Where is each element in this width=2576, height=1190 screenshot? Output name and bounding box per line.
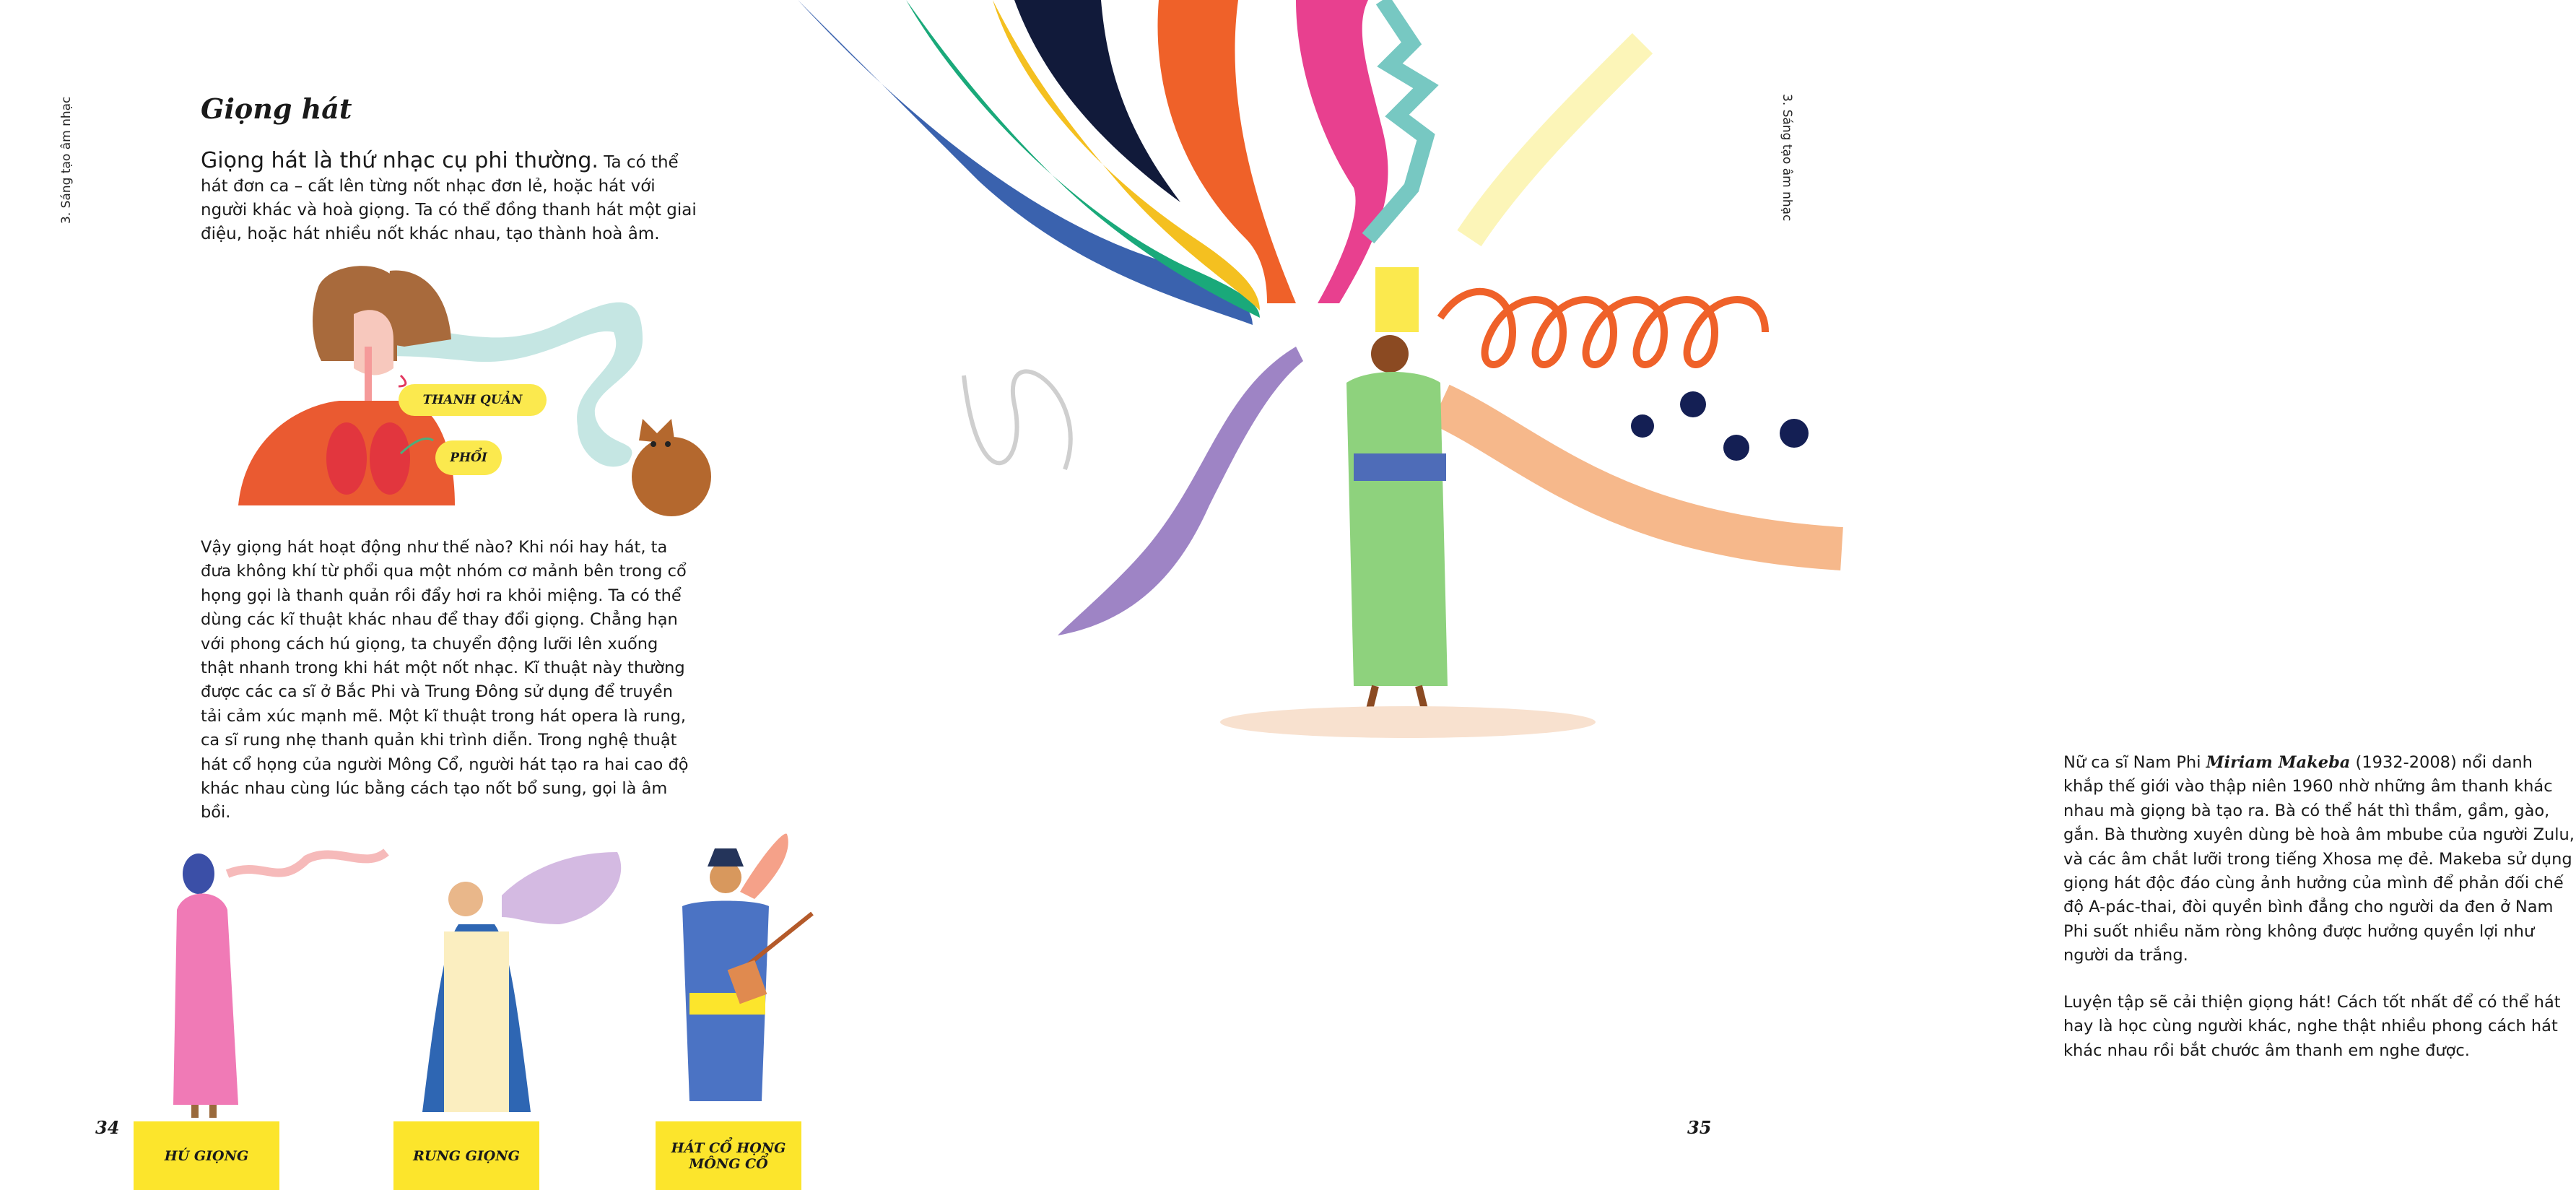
pedestal-vibrato: RUNG GIỌNG (393, 1121, 539, 1190)
makeba-name: Miriam Makeba (2206, 753, 2351, 772)
throat-singer-illustration (668, 827, 856, 1116)
chapter-label-left: 3. Sáng tạo âm nhạc (59, 96, 74, 224)
miriam-makeba-illustration (921, 0, 1842, 737)
vibrato-singer-illustration (415, 838, 632, 1119)
ululation-singer-illustration (155, 830, 393, 1119)
left-page (0, 0, 921, 1190)
chapter-label-right: 3. Sáng tạo âm nhạc (1780, 94, 1794, 222)
page-number-right: 35 (1687, 1117, 1712, 1138)
pedestal-ululation: HÚ GIỌNG (134, 1121, 279, 1190)
lead-rest: Ta có thể hát đơn ca – cất lên từng nốt nhạc đơn lẻ, hoặc hát với người khác và hoà giọng. Ta có thể đồng thanh hát một giai điệu, hoặc hát nhiều nốt khác nhau, tạo thành hoà âm. (201, 153, 697, 243)
para1-start: Nữ ca sĩ Nam Phi (2063, 753, 2206, 772)
lead-paragraph (201, 149, 706, 246)
body-paragraph: Vậy giọng hát hoạt động như thế nào? Khi nói hay hát, ta đưa không khí từ phổi qua một nhóm cơ mảnh bên trong cổ họng gọi là thanh quản rồi đẩy hơi ra khỏi miệng. Ta có thể dùng các kĩ thuật khác nhau để thay đổi giọng. Chẳng hạn với phong cách hú giọng, ta chuyển động lưỡi lên xuống thật nhanh trong khi hát một nốt nhạc. Kĩ thuật này thường được các ca sĩ ở Bắc Phi và Trung Đông sử dụng để truyền tải cảm xúc mạnh mẽ. Một kĩ thuật trong hát opera là rung, ca sĩ rung nhẹ thanh quản khi trình diễn. Trong nghệ thuật hát cổ họng của người Mông Cổ, người hát tạo ra hai cao độ khác nhau cùng lúc bằng cách tạo nốt bổ sung, gọi là âm bồi. (201, 538, 689, 822)
practice-paragraph: Luyện tập sẽ cải thiện giọng hát! Cách tốt nhất để có thể hát hay là học cùng người khác, nghe thật nhiều phong cách hát khác nhau rồi bắt chước âm thanh em nghe được. (2063, 993, 2561, 1060)
page-number-left: 34 (95, 1117, 120, 1138)
lungs-label: PHỔI (435, 440, 502, 475)
right-page (921, 0, 2575, 1190)
larynx-label: THANH QUẢN (399, 384, 547, 416)
para1-rest: (1932-2008) nổi danh khắp thế giới vào thập niên 1960 nhờ những âm thanh khác nhau mà giọng bà tạo ra. Bà có thể hát thì thầm, gầm, gào, gắn. Bà thường xuyên dùng bè hoà âm mbube của người Zulu, và các âm chắt lưỡi trong tiếng Xhosa mẹ đẻ. Makeba sử dụng giọng hát độc đáo cùng ảnh hưởng của mình để phản đối chế độ A-pác-thai, đòi quyền bình đẳng cho người da đen ở Nam Phi suốt nhiều năm ròng không được hưởng quyền lợi như người da trắng. (2063, 753, 2575, 965)
page-title: Giọng hát (201, 92, 352, 125)
lead-emphasis: Giọng hát là thứ nhạc cụ phi thường. (201, 148, 599, 173)
makeba-paragraph (2063, 751, 2576, 968)
pedestal-throat-singing: HÁT CỔ HỌNG MÔNG CỔ (656, 1121, 801, 1190)
